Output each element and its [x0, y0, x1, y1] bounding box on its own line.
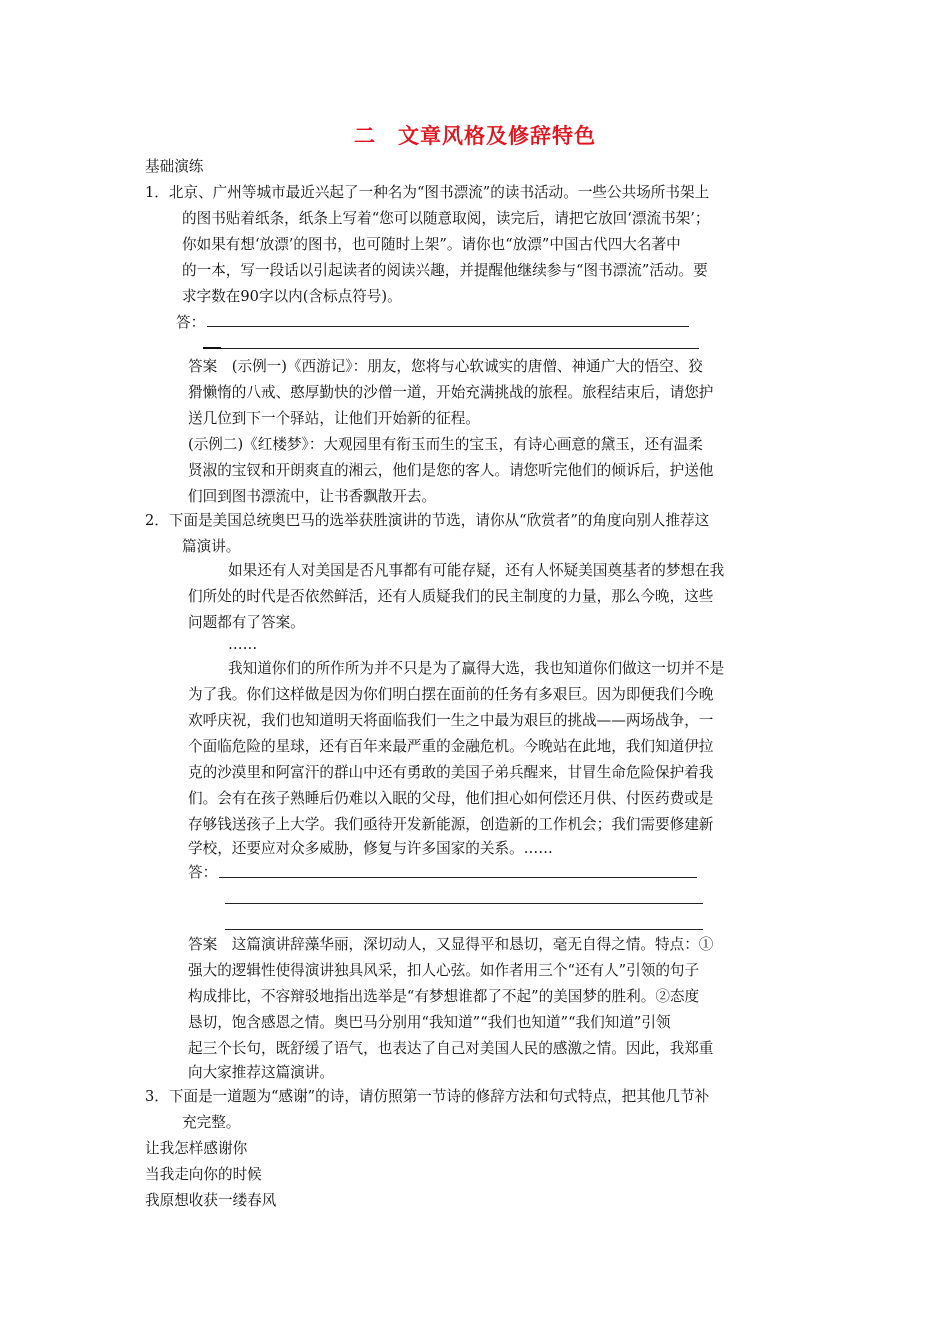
- q1-line: 你如果有想‘放漂’的图书，也可随时上架”。请你也“放漂”中国古代四大名著中: [182, 236, 681, 253]
- q2-passage-line: 我知道你们的所作所为并不只是为了赢得大选，我也知道你们做这一切并不是: [228, 660, 725, 677]
- q2-passage-line: 个面临危险的星球，还有百年来最严重的金融危机。今晚站在此地，我们知道伊拉: [188, 738, 714, 755]
- q2-answer-line: 起三个长句，既舒缓了语气，也表达了自己对美国人民的感激之情。因此，我郑重: [188, 1040, 714, 1057]
- q2-passage-line: 克的沙漠里和阿富汗的群山中还有勇敢的美国子弟兵醒来，甘冒生命危险保护着我: [188, 764, 714, 781]
- page-title: 二 文章风格及修辞特色: [354, 124, 596, 148]
- q1-answer-line: 贤淑的宝钗和开朗爽直的湘云，他们是您的客人。请您听完他们的倾诉后，护送他: [188, 462, 714, 479]
- q2-answer-line: 向大家推荐这篇演讲。: [188, 1064, 334, 1081]
- q2-passage-line: 存够钱送孩子上大学。我们亟待开发新能源，创造新的工作机会；我们需要修建新: [188, 816, 714, 833]
- q2-passage-line: 学校，还要应对众多威胁，修复与许多国家的关系。……: [188, 840, 553, 857]
- q1-line: 1．北京、广州等城市最近兴起了一种名为“图书漂流”的读书活动。一些公共场所书架上: [145, 184, 710, 201]
- q1-answer-line: 送几位到下一个驿站，让他们开始新的征程。: [188, 410, 480, 427]
- q2-passage-line: 们所处的时代是否依然鲜活，还有人质疑我们的民主制度的力量，那么今晚，这些: [188, 588, 714, 605]
- q2-answer-prompt: 答：: [188, 864, 218, 881]
- q2-answer-blank[interactable]: [225, 903, 703, 904]
- q1-line: 求字数在90字以内(含标点符号)。: [182, 288, 402, 305]
- q1-answer-line: 猾懒惰的八戒、憨厚勤快的沙僧一道，开始充满挑战的旅程。旅程结束后，请您护: [188, 384, 714, 401]
- q1-line: 的一本，写一段话以引起读者的阅读兴趣，并提醒他继续参与“图书漂流”活动。要: [182, 262, 708, 279]
- q1-answer-blank[interactable]: [221, 348, 699, 349]
- q2-line: 2．下面是美国总统奥巴马的选举获胜演讲的节选，请你从“欣赏者”的角度向别人推荐这: [145, 512, 710, 529]
- poem-line: 我原想收获一缕春风: [145, 1192, 277, 1209]
- q2-passage-ellipsis: ……: [228, 636, 258, 653]
- q2-passage-line: 欢呼庆祝，我们也知道明天将面临我们一生之中最为艰巨的挑战——两场战争，一: [188, 712, 714, 729]
- q2-answer-line: 答案 这篇演讲辞藻华丽，深切动人，又显得平和恳切，毫无自得之情。特点：①: [188, 936, 714, 953]
- q1-answer-line: (示例二)《红楼梦》：大观园里有衔玉而生的宝玉，有诗心画意的黛玉，还有温柔: [188, 436, 703, 453]
- q2-answer-line: 强大的逻辑性使得演讲独具风采，扣人心弦。如作者用三个“还有人”引领的句子: [188, 962, 700, 979]
- q2-passage-line: 如果还有人对美国是否凡事都有可能存疑，还有人怀疑美国奠基者的梦想在我: [228, 562, 725, 579]
- poem-line: 当我走向你的时候: [145, 1166, 262, 1183]
- q2-answer-blank[interactable]: [219, 877, 697, 878]
- q2-line: 篇演讲。: [182, 538, 241, 555]
- q1-line: 的图书贴着纸条，纸条上写着“您可以随意取阅，读完后，请把它放回‘漂流书架’；: [182, 210, 710, 227]
- q2-answer-line: 构成排比，不容辩驳地指出选举是“有梦想谁都了不起”的美国梦的胜利。②态度: [188, 988, 700, 1005]
- q1-answer-line: 们回到图书漂流中，让书香飘散开去。: [188, 488, 437, 505]
- q1-answer-blank-start: [203, 347, 221, 349]
- q2-passage-line: 为了我。你们这样做是因为你们明白摆在面前的任务有多艰巨。因为即便我们今晚: [188, 686, 714, 703]
- q2-answer-line: 恳切，饱含感恩之情。奥巴马分别用“我知道”“我们也知道”“我们知道”引领: [188, 1014, 671, 1031]
- q3-line: 充完整。: [182, 1114, 241, 1131]
- q3-line: 3．下面是一道题为“感谢”的诗，请仿照第一节诗的修辞方法和句式特点，把其他几节补: [145, 1088, 710, 1105]
- q1-answer-line: 答案 (示例一)《西游记》：朋友，您将与心软诚实的唐僧、神通广大的悟空、狡: [188, 358, 703, 375]
- poem-line: 让我怎样感谢你: [145, 1140, 248, 1157]
- q2-passage-line: 问题都有了答案。: [188, 614, 305, 631]
- q2-answer-blank[interactable]: [225, 929, 703, 930]
- q1-answer-blank[interactable]: [207, 326, 689, 327]
- q1-answer-prompt: 答：: [176, 314, 206, 331]
- section-heading: 基础演练: [145, 158, 204, 175]
- q2-passage-line: 们。会有在孩子熟睡后仍难以入眠的父母，他们担心如何偿还月供、付医药费或是: [188, 790, 714, 807]
